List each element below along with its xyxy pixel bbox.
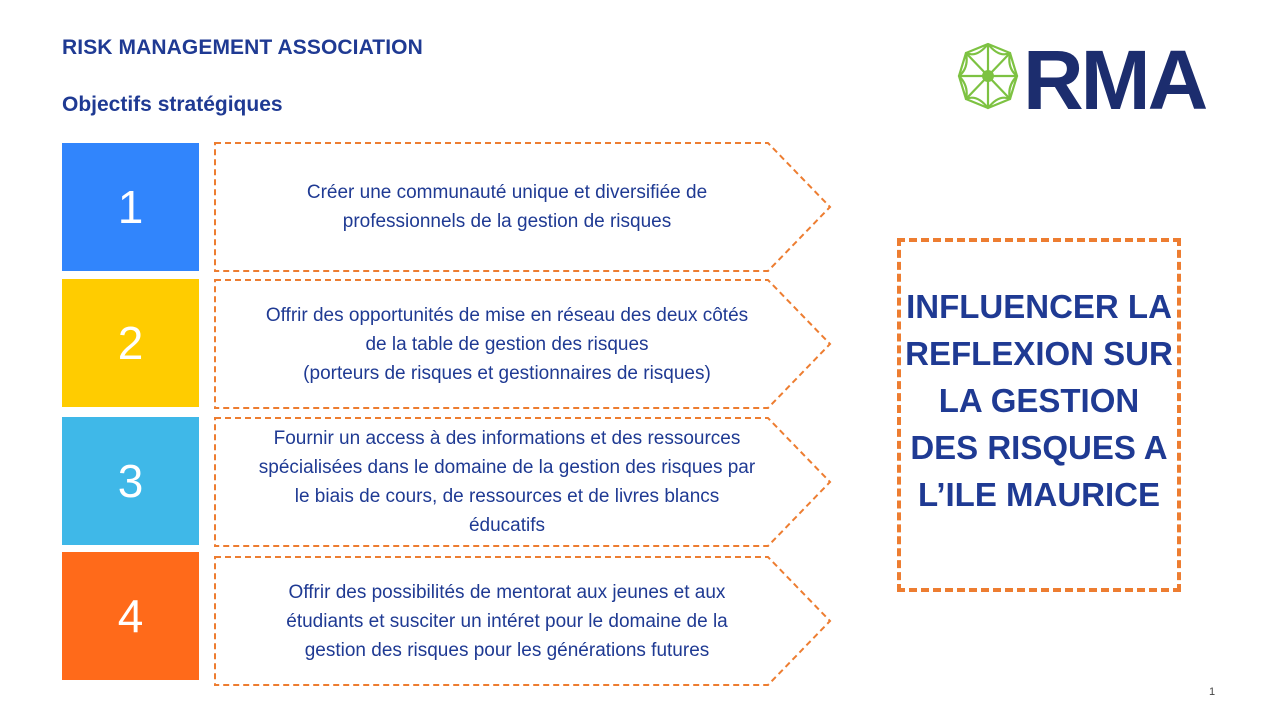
- objective-text-1: Créer une communauté unique et diversifiée de professionnels de la gestion de risques: [306, 182, 708, 232]
- goal-text: INFLUENCER LA REFLEXION SUR LA GESTION DES RISQUES A L’ILE MAURICE: [905, 287, 1173, 513]
- rma-logo-text: RMA: [1023, 33, 1206, 127]
- objective-number-1: 1: [62, 143, 199, 271]
- objective-number-3: 3: [62, 417, 199, 545]
- objective-text-3: Fournir un access à des informations et des ressources spécialisées dans le domaine de la gestion des risques par le biais de cours, de ressources et de livres blancs éducatifs: [258, 428, 756, 536]
- objective-text-2: Offrir des opportunités de mise en réseau des deux côtés de la table de gestion des risques (porteurs de risques et gestionnaires de risques): [265, 304, 749, 384]
- objective-number-4: 4: [62, 552, 199, 680]
- slide-subtitle: Objectifs stratégiques: [62, 93, 283, 116]
- org-title: RISK MANAGEMENT ASSOCIATION: [62, 36, 423, 59]
- objective-text-4: Offrir des possibilités de mentorat aux jeunes et aux étudiants et susciter un intéret pour le domaine de la gestion des risques pour les générations futures: [286, 581, 728, 661]
- objective-number-2: 2: [62, 279, 199, 407]
- goal-box: [897, 238, 1181, 592]
- page-number: 1: [1209, 686, 1216, 698]
